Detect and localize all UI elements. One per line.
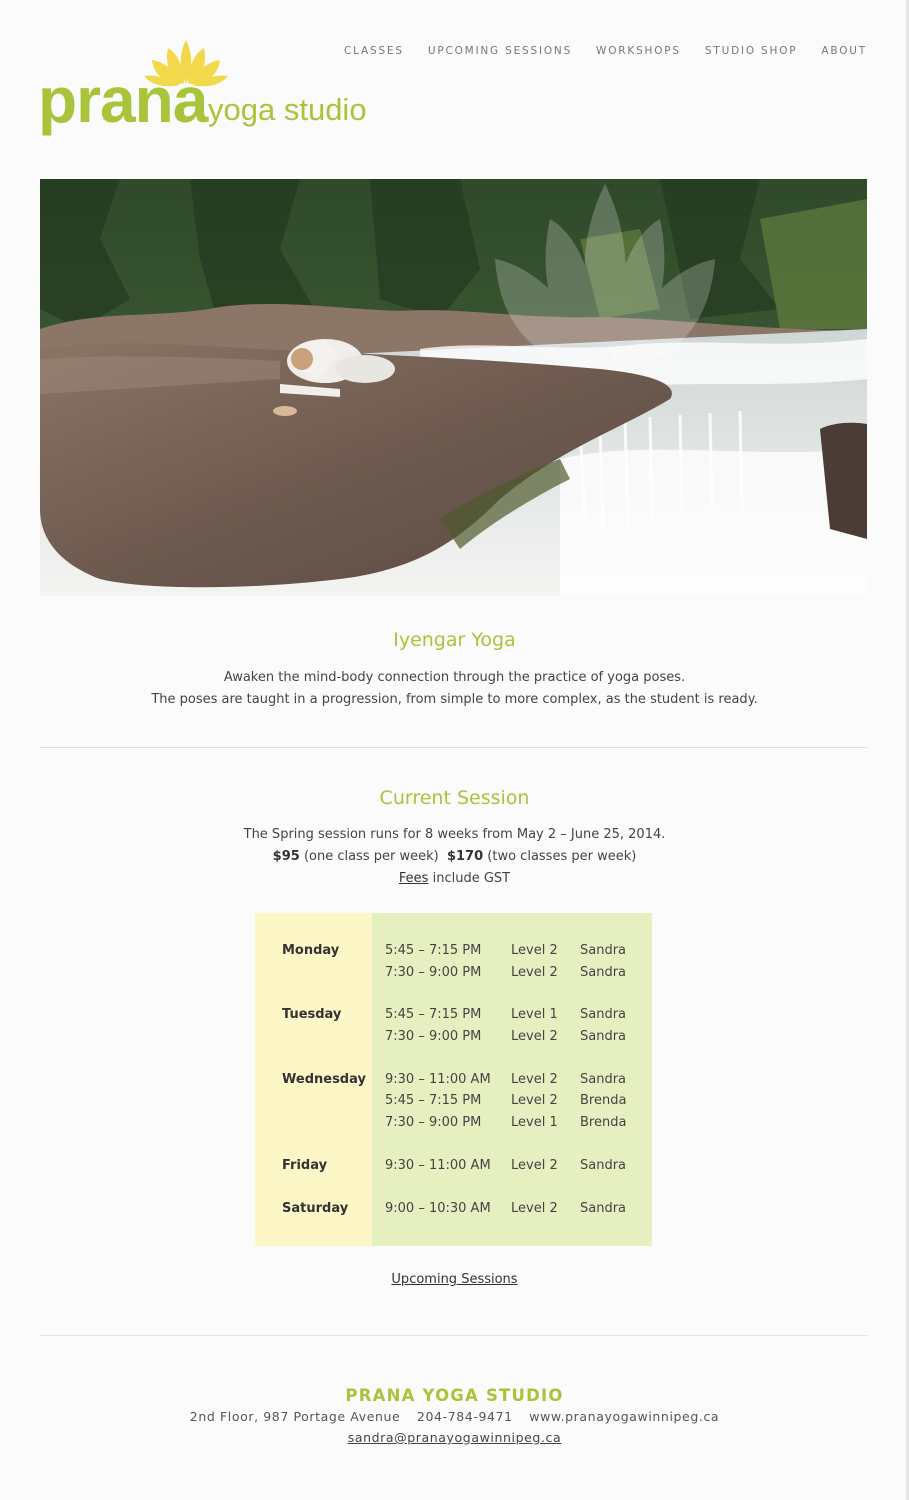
footer-contact bbox=[0, 1409, 909, 1424]
nav-studio-shop[interactable]: STUDIO SHOP bbox=[704, 45, 798, 57]
class-teacher: Sandra bbox=[580, 1029, 627, 1044]
price-one-class-note: (one class per week) bbox=[303, 849, 439, 864]
upcoming-sessions-link[interactable]: Upcoming Sessions bbox=[391, 1272, 518, 1287]
day-label: Tuesday bbox=[282, 1007, 342, 1022]
class-level: Level 2 bbox=[511, 965, 558, 980]
class-time: 7:30 – 9:00 PM bbox=[385, 1115, 482, 1130]
class-level: Level 1 bbox=[511, 1115, 558, 1130]
class-time: 7:30 – 9:00 PM bbox=[385, 1029, 482, 1044]
main-nav bbox=[344, 45, 867, 57]
class-teacher: Sandra bbox=[580, 1158, 627, 1173]
day-label: Saturday bbox=[282, 1201, 349, 1216]
session-title: Current Session bbox=[379, 787, 530, 809]
class-level: Level 2 bbox=[511, 1072, 558, 1087]
class-teacher: Brenda bbox=[580, 1093, 627, 1108]
nav-about[interactable]: ABOUT bbox=[821, 45, 867, 57]
class-time: 7:30 – 9:00 PM bbox=[385, 965, 482, 980]
price-two-classes-note: (two classes per week) bbox=[487, 849, 637, 864]
class-teacher: Sandra bbox=[580, 1201, 627, 1216]
brand-tagline: yoga studio bbox=[208, 92, 367, 127]
intro-line-1: Awaken the mind-body connection through the practice of yoga poses. bbox=[223, 670, 686, 685]
fees-line bbox=[0, 868, 909, 890]
upcoming-sessions-row bbox=[0, 1272, 909, 1287]
river-yoga-photo bbox=[40, 179, 867, 596]
class-teacher: Sandra bbox=[580, 1072, 627, 1087]
footer-email-row bbox=[0, 1430, 909, 1445]
hero-image bbox=[40, 179, 867, 596]
divider bbox=[40, 747, 867, 748]
class-level: Level 2 bbox=[511, 1201, 558, 1216]
class-teacher: Sandra bbox=[580, 943, 627, 958]
fees-note: include GST bbox=[432, 871, 511, 886]
footer-phone[interactable]: 204-784-9471 bbox=[416, 1409, 513, 1424]
fees-link[interactable]: Fees bbox=[398, 871, 429, 886]
class-level: Level 2 bbox=[511, 1158, 558, 1173]
class-level: Level 2 bbox=[511, 1029, 558, 1044]
logo[interactable] bbox=[38, 38, 378, 148]
nav-classes[interactable]: CLASSES bbox=[343, 45, 404, 57]
footer-email-link[interactable]: sandra@pranayogawinnipeg.ca bbox=[347, 1430, 562, 1445]
footer-address: 2nd Floor, 987 Portage Avenue bbox=[189, 1409, 401, 1424]
class-teacher: Brenda bbox=[580, 1115, 627, 1130]
intro-line-2: The poses are taught in a progression, from simple to more complex, as the student is ready. bbox=[151, 692, 758, 707]
class-time: 5:45 – 7:15 PM bbox=[385, 1007, 482, 1022]
day-label: Monday bbox=[282, 943, 340, 958]
session-prices bbox=[0, 846, 909, 868]
price-two-classes: $170 bbox=[446, 849, 484, 864]
nav-upcoming-sessions[interactable]: UPCOMING SESSIONS bbox=[427, 45, 573, 57]
class-time: 5:45 – 7:15 PM bbox=[385, 1093, 482, 1108]
nav-workshops[interactable]: WORKSHOPS bbox=[596, 45, 681, 57]
class-time: 9:30 – 11:00 AM bbox=[385, 1158, 491, 1173]
day-label: Friday bbox=[282, 1158, 328, 1173]
class-level: Level 2 bbox=[511, 943, 558, 958]
class-time: 9:30 – 11:00 AM bbox=[385, 1072, 491, 1087]
footer-website[interactable]: www.pranayogawinnipeg.ca bbox=[529, 1409, 720, 1424]
footer-title: PRANA YOGA STUDIO bbox=[345, 1386, 564, 1405]
class-time: 9:00 – 10:30 AM bbox=[385, 1201, 491, 1216]
class-teacher: Sandra bbox=[580, 965, 627, 980]
intro-title: Iyengar Yoga bbox=[393, 629, 516, 651]
schedule-table bbox=[255, 913, 652, 1246]
class-teacher: Sandra bbox=[580, 1007, 627, 1022]
class-level: Level 1 bbox=[511, 1007, 558, 1022]
class-level: Level 2 bbox=[511, 1093, 558, 1108]
footer-divider bbox=[40, 1335, 867, 1336]
brand-wordmark: prana bbox=[38, 64, 208, 136]
session-dates: The Spring session runs for 8 weeks from May 2 – June 25, 2014. bbox=[243, 827, 666, 842]
price-one-class: $95 bbox=[272, 849, 300, 864]
class-time: 5:45 – 7:15 PM bbox=[385, 943, 482, 958]
day-label: Wednesday bbox=[282, 1072, 366, 1087]
